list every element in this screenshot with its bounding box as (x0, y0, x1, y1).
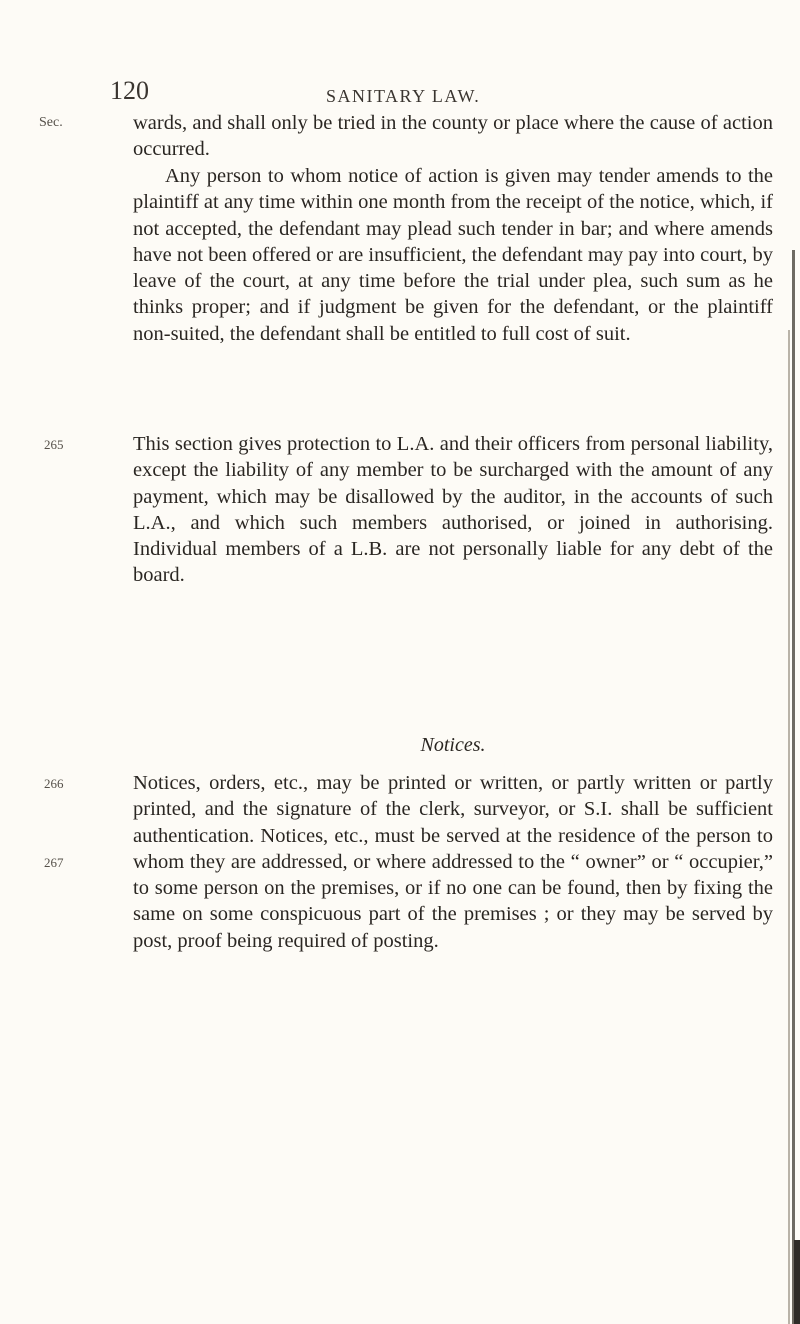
page-edge-line-dark (792, 250, 795, 1324)
page-edge-line (788, 330, 790, 1324)
page-number: 120 (110, 76, 149, 105)
section-heading-notices: Notices. (420, 734, 486, 756)
paragraph-section-265: This section gives protection to L.A. and their officers from personal liability, except the liability of any member to be surcharged with the amount of any payment, which may be disallowed by the auditor, in the accounts of such L.A., and which such members authorised, or joined in authorising. Individual members of a L.B. are not personally liable for any debt of the board. (133, 433, 773, 587)
margin-sec-label: Sec. (39, 115, 63, 130)
margin-number-265: 265 (44, 437, 64, 452)
paragraph-section-266-267: Notices, orders, etc., may be printed or written, or partly written or partly printed, and the signature of the clerk, surveyor, or S.I. shall be sufficient authentication. Notices, etc., must be served at the residence of the person to whom they are addressed, or where addressed to the “ owner” or “ occupier,” to some person on the premises, or if no one can be found, then by fixing the same on some conspicuous part of the premises ; or they may be served by post, proof being required of posting. (133, 772, 773, 952)
paragraph-continuation: wards, and shall only be tried in the county or place where the cause of action occurred. (133, 112, 773, 161)
margin-number-266: 266 (44, 776, 64, 791)
margin-number-267: 267 (44, 855, 64, 870)
page-edge-shadow (794, 1240, 800, 1324)
running-head: SANITARY LAW. (326, 86, 481, 106)
paragraph-tender-amends: Any person to whom notice of action is given may tender amends to the plaintiff at any time within one month from the receipt of the notice, which, if not accepted, the defendant may plead such tender in bar; and where amends have not been offered or are insufficient, the defendant may pay into court, by leave of the court, at any time before the trial under plea, such sum as he thinks proper; and if judgment be given for the defendant, or the plaintiff non-suited, the defendant shall be entitled to full cost of suit. (133, 165, 773, 345)
